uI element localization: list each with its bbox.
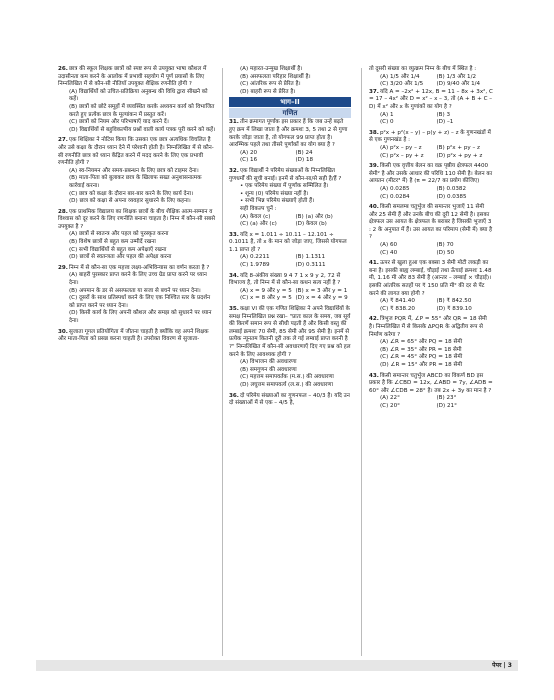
answer-option: (A) 1/5 और 1/4: [380, 73, 420, 80]
question-number: 33.: [229, 231, 239, 238]
answer-option: (C) ₹ 838.20: [380, 305, 415, 312]
question-text: किसी एक वृत्तीय बेलन का वक्र पृष्ठीय क्षेत्रफल 4400 सेमी² है और उसके आधार की परिधि 110 सेमी है। बेलन का आयतन (मीटर³ में) है (π = 22/7 का प्रयोग कीजिए): [369, 163, 493, 185]
answer-option: (B) x = 3 और y = 1: [295, 287, 348, 294]
answer-options-grid: [229, 214, 351, 229]
answer-option: (C) छात्रों को नियम और परिभाषाएँ याद करने दें।: [69, 119, 169, 126]
answer-option: (C) 20°: [380, 402, 400, 409]
answer-option: (D) 0.3111: [295, 262, 326, 269]
column-divider: [222, 68, 223, 656]
answer-option: (B) 0.0382: [436, 185, 467, 192]
answer-option: (D) x = 4 और y = 9: [295, 295, 348, 302]
answer-option: (B) 23°: [436, 395, 457, 402]
answer-option: (D) लघुत्तम समापवर्त्य (ल.स.) की अवधारणा: [240, 381, 333, 388]
question-block: [58, 329, 216, 344]
question-block: [369, 260, 493, 313]
question-number: 30.: [58, 328, 68, 335]
column-right: [369, 66, 493, 414]
question-block: [58, 137, 216, 205]
answer-option: (D) 50: [436, 249, 455, 256]
answer-option: (C) 1.9789: [240, 262, 270, 269]
question-block: [229, 232, 351, 270]
subject-banner: गणित: [229, 108, 351, 118]
answer-option: (B) 3: [436, 111, 451, 118]
statement: • शून्य (0) परिमेय संख्या नहीं है।: [240, 190, 309, 197]
question-block: [229, 273, 351, 303]
question-block: [369, 89, 493, 127]
answer-option: (A) विभाजन की अवधारणा: [240, 359, 297, 366]
question-number: 27.: [58, 137, 68, 144]
answer-option: (B) ₹ 842.50: [436, 298, 472, 305]
answer-option: (C) महत्तम समापवर्तक (म.स.) की अवधारणा: [240, 374, 334, 381]
question-number: 38.: [369, 129, 379, 136]
answer-option: (C) 0: [380, 119, 394, 126]
question-text: एक विद्यार्थी ने परिमेय संख्याओं के निम्नलिखित गुणधर्मों की सूची बनाई। इनमें से कौन-सा/से सही है/हैं ?: [229, 167, 342, 182]
answer-option: (D) p²x + py + z: [436, 152, 483, 159]
answer-option: (C) सभी विद्यार्थियों से बहुत कम अपेक्षाएँ रखना: [69, 246, 167, 253]
answer-option: (C) p²x – py + z: [380, 152, 424, 159]
question-block: [369, 316, 493, 369]
question-number: 41.: [369, 260, 379, 267]
question-block: [369, 163, 493, 201]
question-block: [58, 265, 216, 326]
answer-option: (A) 20: [240, 149, 258, 156]
section-banner: भाग–II: [229, 97, 351, 107]
answer-option: (B) p²x + py – z: [436, 144, 480, 151]
answer-option: (C) ∠R = 45° और PQ = 18 सेमी: [380, 354, 463, 361]
answer-options-grid: [369, 395, 493, 410]
question-number: 29.: [58, 264, 68, 271]
answer-option: (B) समगुणन की अवधारणा: [240, 366, 297, 373]
question-number: 32.: [229, 167, 239, 174]
answer-option: (A) ∠R = 65° और PQ = 18 सेमी: [380, 339, 463, 346]
question-text: किसी समलम्ब चतुर्भुज की समान्तर भुजाएँ 11 सेमी और 25 सेमी हैं और उनके बीच की दूरी 12 सेमी है। इसका क्षेत्रफल उस आयत के क्षेत्रफल के बराबर है जिसकी भुजाएँ 3 : 2 के अनुपात में हैं। उस आयत का परिमाप (सेमी में) क्या है ?: [369, 204, 493, 241]
question-text: कक्षा VI की एक गणित शिक्षिका ने अपने विद्यार्थियों के समक्ष निम्नलिखित प्रश्न रखा– "प्रातः काल के समय, जब सूर्य की किरणें समान रूप से सीधी पड़ती हैं और किसी वस्तु की लम्बाई क्रमशः 70 सेमी, 85 सेमी और 95 सेमी है। इनमें से प्रत्येक न्यूनतम कितनी दूरी तक ले गई लम्बाई प्राप्त करनी है ?" निम्नलिखित में कौन-सी अवधारणाएँ दिए गए प्रश्न को हल करने के लिए आवश्यक होगी ?: [229, 306, 351, 358]
question-text: यदि x = 1.011 ÷ 10.11 – 12.101 ÷ 0.1011 है, तो x के मान को जोड़ा जाए, जिससे योगफल 1.1 प्राप्त हो ?: [229, 231, 347, 253]
question-number: 37.: [369, 88, 379, 95]
question-text: ऊपर से खुला हुआ एक बक्सा 3 सेमी मोटी लकड़ी का बना है। इसकी बाह्य लम्बाई, चौड़ाई तथा ऊँचाई क्रमशः 1.48 मी, 1.16 मी और 83 सेमी है (आन्तर – लम्बाई × चौड़ाई)। इसकी आंतरिक सतहों पर ₹ 150 प्रति मी² की दर से पेंट करने की लागत क्या होगी ?: [369, 260, 492, 297]
answer-option: (A) p²x – py – z: [380, 144, 422, 151]
question-number: 31.: [229, 119, 239, 126]
answer-option: (C) 3/20 और 1/5: [380, 81, 424, 88]
answer-option: (B) अपमान के डर से असफलता या सजा से बचने पर ध्यान देना।: [69, 287, 201, 294]
answer-option: (D) ₹ 839.10: [436, 305, 472, 312]
answer-option: (D) केवल (b): [295, 221, 327, 228]
question-text: तो दूसरी संख्या का व्युत्क्रम निम्न के बीच में स्थित है :: [369, 66, 477, 72]
answer-options-grid: [229, 254, 351, 269]
question-block: [369, 204, 493, 257]
answer-options-grid: [369, 74, 493, 89]
question-text: यदि A = –2x² + 12x, B = 11 – 8x + 3x², C = 17 – 4x² और D = x² – x – 3, तो (A + B + C – D) में x² और x के गुणांकों का योग है ?: [369, 88, 493, 110]
answer-option: (A) 0.0285: [380, 185, 410, 192]
answer-option: (B) 1/3 और 1/2: [436, 73, 477, 80]
answer-option: (D) –1: [436, 119, 454, 126]
answer-option: (D) छात्रों से स्वतन्त्रता और पहल की अपेक्षा करना: [69, 254, 172, 261]
question-block: [58, 209, 216, 262]
question-text: एक शिक्षिका ने नोटिस किया कि उसका एक छात्र अत्यधिक विचलित है और उसे कक्षा के दौरान ध्यान देने में परेशानी होती है। निम्नलिखित में से कौन-सी रणनीति छात्र को ध्यान केंद्रित करने में मदद करने के लिए एक प्रभावी रणनीति होगी ?: [58, 137, 214, 167]
question-block: [229, 119, 351, 165]
answer-option: (C) 16: [240, 157, 258, 164]
question-text: छात्र की स्कूल शिक्षक छात्रों को स्पष्ट रूप से उपयुक्त भाषा कौशल में उदासीनता कम करने के आलोक में प्रभावी सहयोग में पूर्ण प्रयासों के लिए निम्नलिखित में से कौन-सी नीतियाँ उपयुक्त शैक्षिक रणनीति होगी ?: [58, 66, 207, 88]
question-number: 26.: [58, 66, 68, 72]
statement: • एक परिमेय संख्या में पूर्णांक सम्मिलित है।: [240, 183, 329, 190]
answer-option: (D) 9/40 और 1/4: [436, 81, 481, 88]
answer-option: (A) विद्यार्थियों को उचित-प्रतिक्रिया अनुबन्ध की विधि द्वारा सीखने को कहें।: [69, 88, 208, 103]
question-text: p²x + p²(x – y) – p(y + z) – z के गुणनखंडों में से एक गुणनखंड है :: [369, 129, 491, 144]
question-block: [229, 168, 351, 229]
question-text: यदि 8-अंकीय संख्या 9 4 7 1 x 9 y 2, 72 से विभाज्य है, तो निम्न में से कौन-सा कथन सत्य नहीं है ?: [229, 272, 341, 287]
question-text: त्रिभुज PQR में, ∠P = 55° और QR = 18 सेमी है। निम्नलिखित में से किसके ΔPQR के अद्वितीय रूप से निर्माण करेगा ?: [369, 316, 487, 338]
question-number: 34.: [229, 272, 239, 279]
question-block: [369, 130, 493, 160]
answer-option: (D) 21°: [436, 402, 457, 409]
answer-option: (D) ∠R = 15° और PR = 18 सेमी: [380, 361, 463, 368]
answer-option: (B) (a) और (b): [295, 213, 333, 220]
answer-option: (B) ∠R = 35° और PR = 18 सेमी: [380, 346, 462, 353]
question-text: निम्न में से कौन-सा एक महत्त्व लक्ष्य-अभिविन्यास का वर्णन करता है ?: [69, 264, 210, 271]
question-number: 40.: [369, 204, 379, 211]
answer-options-grid: [229, 150, 351, 165]
answer-option: (C) छात्र को कक्षा के दौरान बार-बार करने के लिए कार्य देना।: [69, 190, 194, 197]
question-text: सुजाता गूगल प्रतियोगिता में जीतना चाहती है क्योंकि वह अपने शिक्षक और माता-पिता को प्रसन्न करना चाहती है। उपरोक्त विवरण से सुजाता-: [58, 328, 209, 343]
answer-option: (A) स्व-नियमन और समय-प्रबन्धन के लिए छात्र को टाइमर देना।: [69, 167, 199, 174]
question-text: एक प्राथमिक विद्यालय का शिक्षक छात्रों के बीच शैक्षिक आत्म-सम्मान व विश्वास को दूर करने के लिए रणनीति बनाना चाहता है। निम्न में कौन-सी सबसे उपयुक्त है ?: [58, 208, 215, 230]
answer-option: (B) असफलता परिहार शिक्षार्थी है।: [240, 73, 311, 80]
answer-option: (D) बाहरी रूप से प्रेरित है।: [240, 88, 296, 95]
answer-option: (A) 1: [380, 111, 394, 118]
question-number: 36.: [229, 392, 239, 399]
question-number: 28.: [58, 208, 68, 215]
statement: • सभी भिन्न परिमेय संख्याएँ होती हैं।: [240, 198, 315, 205]
answer-option: (A) ₹ 841.40: [380, 298, 415, 305]
answer-option: (B) माता-पिता को बुलाकर छात्र के खिलाफ सख्त अनुशासनात्मक कार्रवाई करना।: [69, 175, 202, 189]
question-block: [369, 373, 493, 411]
prompt-text: सही विकल्प चुनें :: [240, 205, 277, 212]
answer-option: (A) छात्रों से स्वतन्त्र और पहल को पुरस्कृत करना: [69, 231, 169, 238]
answer-options-grid: [369, 186, 493, 201]
question-text: तीन क्रमागत पूर्णांक इस प्रकार हैं कि जब उन्हें बढ़ते हुए क्रम में लिखा जाता है और क्रमशः 3, 5 तथा 2 से गुणा करके जोड़ा जाता है, तो योगफल 99 प्राप्त होता है। आरम्भिक पहले तथा तीसरे पूर्णांकों का योग क्या है ?: [229, 119, 348, 149]
answer-option: (B) 70: [436, 242, 454, 249]
question-block: [58, 66, 216, 134]
answer-option: (C) 40: [380, 249, 398, 256]
question-text: दो परिमेय संख्याओं का गुणनफल – 40/3 है। यदि उन दो संख्याओं में से एक – 4/5 है,: [229, 392, 350, 407]
question-number: 43.: [369, 372, 379, 379]
answer-option: (A) 22°: [380, 395, 400, 402]
answer-options-grid: [369, 112, 493, 127]
question-number: 39.: [369, 163, 379, 170]
answer-option: (C) (a) और (c): [240, 221, 277, 228]
page-number: पेपर | 3: [492, 662, 512, 669]
answer-option: (A) 0.2211: [240, 254, 270, 261]
page-footer: [36, 660, 518, 671]
answer-option: (B) विशेष छात्रों से बहुत कम उम्मीदें रखना: [69, 239, 156, 246]
answer-options-grid: [369, 145, 493, 160]
answer-option: (D) किसी कार्य के लिए अपनी कौशल और समझ को सुधारने पर ध्यान देना।: [69, 310, 212, 324]
answer-option: (D) छात्र को कक्षा से अपना व्यवहार सुधारने के लिए कहना।: [69, 198, 191, 205]
column-left: [58, 66, 216, 347]
answer-option: (D) विद्यार्थियों से बहुविकल्पीय प्रश्नों वाली कार्य पत्रक पूरी करने को कहें।: [69, 126, 216, 133]
answer-option: (A) केवल (c): [240, 213, 271, 220]
answer-option: (B) 24: [295, 149, 313, 156]
answer-option: (A) 60: [380, 242, 398, 249]
answer-option: (A) x = 9 और y = 5: [240, 287, 292, 294]
answer-option: (C) x = 8 और y = 5: [240, 295, 292, 302]
answer-option: (C) आंतरिक रूप से प्रेरित है।: [240, 81, 301, 88]
answer-option: (D) 0.0385: [436, 193, 467, 200]
question-number: 42.: [369, 316, 379, 323]
answer-option: (B) छात्रों को छोटे समूहों में व्यवस्थित करके अध्ययन कार्य को विभाजित करते हुए प्रत्येक छात्र के मूल्यांकन में प्रस्तुत करें।: [69, 103, 215, 118]
answer-option: (A) महारत-उन्मुख शिक्षार्थी है।: [240, 66, 303, 72]
question-number: 35.: [229, 306, 239, 313]
answer-option: (C) 0.0284: [380, 193, 410, 200]
answer-options-grid: [369, 298, 493, 313]
answer-options-grid: [229, 288, 351, 303]
question-block: [229, 306, 351, 390]
answer-option: (C) दूसरों के साथ प्रतिस्पर्धा करने के लिए एक निश्चित स्तर के प्रदर्शन को प्राप्त करने पर ध्यान देना।: [69, 295, 211, 309]
column-middle: [229, 66, 351, 411]
answer-option: (B) 1.1311: [295, 254, 326, 261]
answer-option: (D) 18: [295, 157, 314, 164]
question-text: किसी समान्तर चतुर्भुज ABCD का विकर्ण BD इस प्रकार है कि ∠CBD = 12x, ∠ABD = 7y, ∠ADB = 60° और ∠CDB = 28° है। तब 2x + 3y का मान है ?: [369, 372, 493, 394]
answer-option: (A) बाहरी पुरस्कार प्राप्त करने के लिए उच्च ग्रेड प्राप्त करने पर ध्यान देना।: [69, 272, 207, 287]
answer-options-grid: [369, 242, 493, 257]
column-divider: [361, 68, 362, 656]
question-block: [229, 393, 351, 408]
